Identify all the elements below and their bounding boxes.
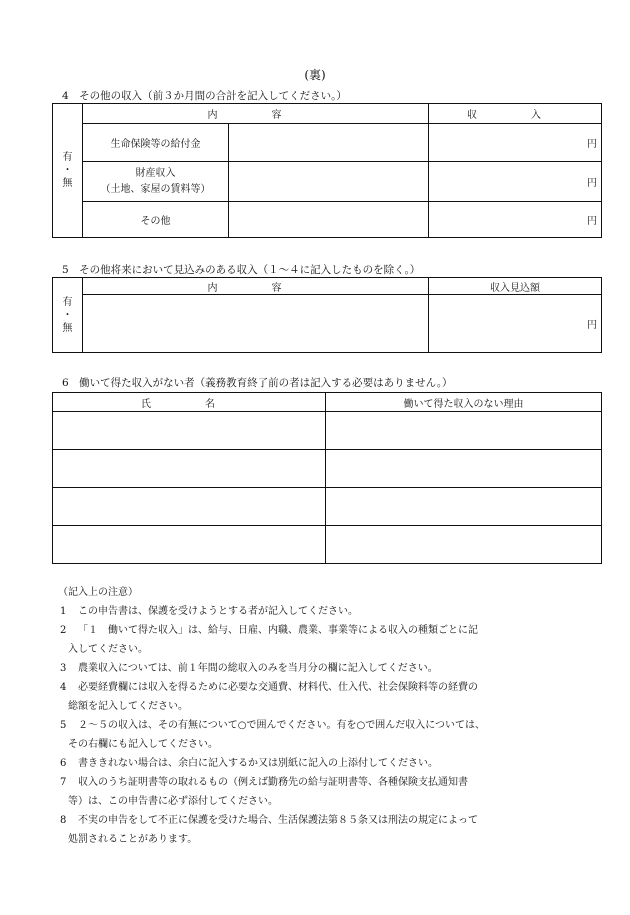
table-row — [53, 526, 602, 564]
note-number: 2 — [60, 625, 67, 636]
content-cell[interactable] — [83, 295, 429, 353]
note-number: 4 — [60, 682, 67, 693]
name-cell[interactable] — [53, 412, 326, 450]
no-earned-income-table — [52, 392, 602, 564]
page-title: (裏) — [304, 68, 326, 82]
content-cell[interactable] — [229, 202, 429, 238]
other-income-table — [52, 103, 602, 238]
note-number: 3 — [60, 663, 67, 674]
note-item — [60, 773, 600, 792]
note-text: 書ききれない場合は、余白に記入するか又は別紙に記入の上添付してください。 — [78, 758, 438, 769]
yes-option[interactable]: 有 — [62, 296, 73, 308]
yen-unit: 円 — [587, 178, 597, 189]
table-header-row — [53, 278, 602, 295]
note-item — [60, 621, 600, 640]
note-item — [60, 754, 600, 773]
note-text: 等）は、この申告書に必ず添付してください。 — [68, 796, 278, 807]
table-row — [53, 412, 602, 450]
note-item — [60, 811, 600, 830]
expected-amount-cell[interactable] — [429, 295, 602, 353]
separator-dot: ・ — [62, 165, 73, 176]
table-row — [53, 124, 602, 162]
row-label: 財産収入 （土地、家屋の賃料等） — [83, 162, 229, 202]
note-item-continuation — [60, 792, 600, 811]
name-header: 氏 名 — [53, 393, 326, 412]
name-cell[interactable] — [53, 526, 326, 564]
note-number: 5 — [60, 720, 67, 731]
note-number: 8 — [60, 815, 67, 826]
notes-section — [60, 583, 600, 849]
note-text: この申告書は、保護を受けようとする者が記入してください。 — [78, 606, 358, 617]
income-cell[interactable] — [429, 202, 602, 238]
reason-cell[interactable] — [326, 488, 602, 526]
reason-header: 働いて得た収入のない理由 — [326, 393, 602, 412]
section-5-heading: 5 その他将来において見込みのある収入（１～４に記入したものを除く。） — [62, 264, 421, 276]
name-cell[interactable] — [53, 488, 326, 526]
note-number: 7 — [60, 777, 67, 788]
note-item-continuation — [60, 640, 600, 659]
note-text: 必要経費欄には収入を得るために必要な交通費、材料代、仕入代、社会保険料等の経費の — [78, 682, 478, 693]
income-header: 収 入 — [429, 104, 602, 124]
note-text: その右欄にも記入してください。 — [68, 739, 218, 750]
note-text: ２～５の収入は、その有無について○で囲んでください。有を○で囲んだ収入については、 — [78, 720, 486, 731]
row-label: その他 — [83, 202, 229, 238]
yen-unit: 円 — [587, 320, 597, 331]
note-text: 入してください。 — [68, 644, 148, 655]
yen-unit: 円 — [587, 139, 597, 150]
note-text: 農業収入については、前１年間の総収入のみを当月分の欄に記入してください。 — [78, 663, 438, 674]
section-4-heading: 4 その他の収入（前３か月間の合計を記入してください。） — [62, 90, 347, 102]
content-cell[interactable] — [229, 162, 429, 202]
note-text: 「１ 働いて得た収入」は、給与、日雇、内職、農業、事業等による収入の種類ごとに記 — [78, 625, 478, 636]
yen-unit: 円 — [587, 216, 597, 227]
separator-dot: ・ — [62, 309, 73, 321]
table-row — [53, 488, 602, 526]
section-6-heading: 6 働いて得た収入がない者（義務教育終了前の者は記入する必要はありません。） — [62, 377, 453, 389]
note-item-continuation — [60, 697, 600, 716]
content-header: 内 容 — [83, 104, 429, 124]
content-header: 内 容 — [83, 278, 429, 295]
note-item-continuation — [60, 830, 600, 849]
note-text: 処罰されることがあります。 — [68, 834, 198, 845]
notes-heading: （記入上の注意） — [58, 587, 138, 598]
yes-no-selector[interactable] — [53, 104, 83, 238]
note-item — [60, 602, 600, 621]
expected-income-table — [52, 277, 602, 353]
income-cell[interactable] — [429, 162, 602, 202]
table-row — [53, 450, 602, 488]
note-number: 6 — [60, 758, 67, 769]
yes-no-selector[interactable] — [53, 278, 83, 353]
no-option[interactable]: 無 — [62, 322, 73, 334]
reason-cell[interactable] — [326, 412, 602, 450]
content-cell[interactable] — [229, 124, 429, 162]
table-header-row — [53, 393, 602, 412]
table-row — [53, 202, 602, 238]
note-item — [60, 716, 600, 735]
note-text: 総額を記入してください。 — [68, 701, 188, 712]
row-label: 生命保険等の給付金 — [83, 124, 229, 162]
table-row — [53, 295, 602, 353]
note-number: 1 — [60, 606, 67, 617]
reason-cell[interactable] — [326, 526, 602, 564]
expected-amount-header: 収入見込額 — [429, 278, 602, 295]
note-item — [60, 659, 600, 678]
note-item-continuation — [60, 735, 600, 754]
note-item — [60, 678, 600, 697]
no-option[interactable]: 無 — [62, 178, 73, 189]
name-cell[interactable] — [53, 450, 326, 488]
income-cell[interactable] — [429, 124, 602, 162]
reason-cell[interactable] — [326, 450, 602, 488]
yes-option[interactable]: 有 — [62, 152, 73, 163]
table-header-row — [53, 104, 602, 124]
note-text: 収入のうち証明書等の取れるもの（例えば勤務先の給与証明書等、各種保険支払通知書 — [78, 777, 468, 788]
table-row — [53, 162, 602, 202]
note-text: 不実の申告をして不正に保護を受けた場合、生活保護法第８５条又は刑法の規定によって — [78, 815, 478, 826]
